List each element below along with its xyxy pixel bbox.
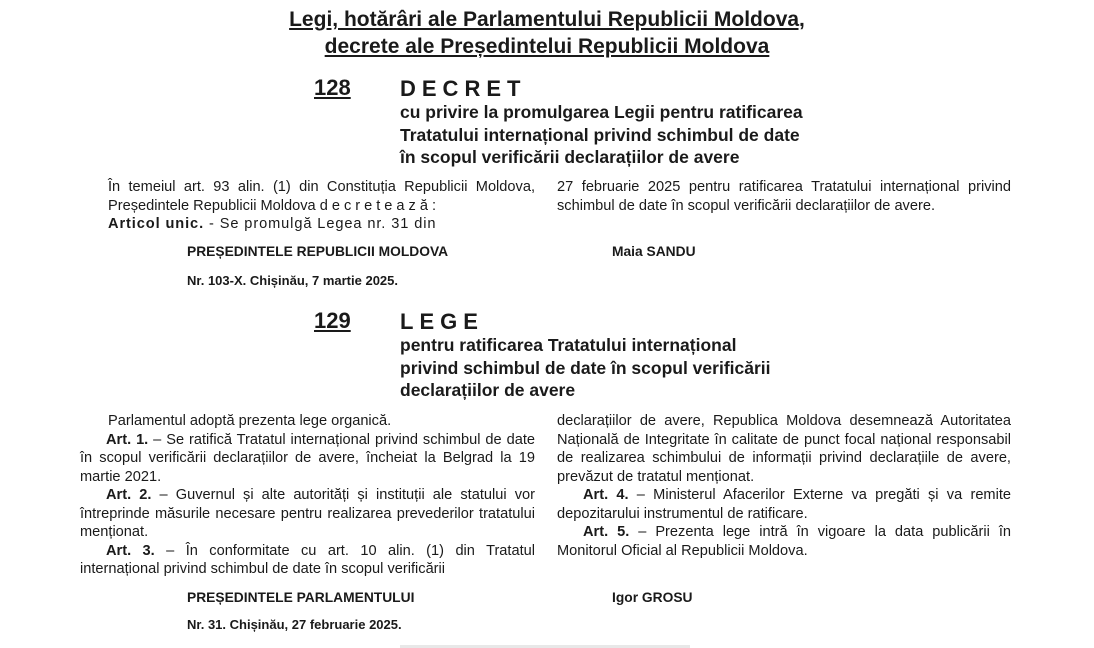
decree-title-line-3: în scopul verificării declarațiilor de avere [400,147,740,167]
law-title-line-1: pentru ratificarea Tratatului internațional [400,335,737,355]
decree-title [400,101,803,169]
decree-signer-name: Maia SANDU [612,244,696,259]
decree-number: 128 [314,75,351,100]
law-title-line-3: declarațiilor de avere [400,380,576,400]
law-article-3: Art. 3. – În conformitate cu art. 10 alin. (1) din Tratatul internațional privind schimbul de date în scopul verificării [80,542,536,577]
law-article-1: Art. 1. – Se ratifică Tratatul internațional privind schimbul de date în scopul verificării declarațiilor de avere, încheiat la Belgrad la 19 martie 2021. [80,431,535,485]
decree-body-right: 27 februarie 2025 pentru ratificarea Tratatului internațional privind schimbul de date în scopul verificării declarațiilor de avere. [557,179,1011,214]
law-article-4: Art. 4. – Ministerul Afacerilor Externe va pregăti și va remite depozitarului instrumentul de ratificare. [557,487,1012,522]
section-header-line-1: Legi, hotărâri ale Parlamentului Republicii Moldova, [289,8,805,31]
law-body-left [80,412,535,579]
law-number: 129 [314,308,351,333]
law-signer-name: Igor GROSU [612,590,693,605]
law-type: LEGE [400,309,484,334]
law-signer-title: PREȘEDINTELE PARLAMENTULUI [187,590,415,605]
law-title-line-2: privind schimbul de date în scopul verificării [400,357,771,378]
decree-signer-title: PREȘEDINTELE REPUBLICII MOLDOVA [187,244,449,259]
decree-preamble: În temeiul art. 93 alin. (1) din Constituția Republicii Moldova, Președintele Republicii Moldova decretează: [108,179,535,214]
law-intro: Parlamentul adoptă prezenta lege organică. [108,413,392,429]
law-reference: Nr. 31. Chișinău, 27 februarie 2025. [187,617,402,632]
law-title [400,334,771,402]
law-article-2: Art. 2. – Guvernul și alte autorități și instituții ale statului vor întreprinde măsurile necesare pentru realizarea prevederilor tratatului menționat. [80,487,535,540]
section-header-line-2: decrete ale Președintelui Republicii Moldova [324,35,770,58]
decree-article-label: Articol unic. [108,216,205,232]
law-article-5: Art. 5. – Prezenta lege intră în vigoare la data publicării în Monitorul Oficial al Republicii Moldova. [557,524,1011,559]
decree-reference: Nr. 103-X. Chișinău, 7 martie 2025. [187,273,398,288]
decree-article: Articol unic. - Se promulgă Legea nr. 31 din [108,216,437,232]
law-body-right [557,412,1011,560]
law-article-3-continued: declarațiilor de avere, Republica Moldova desemnează Autoritatea Națională de Integritate în calitate de punct focal național responsabil de realizarea schimbului de informații privind declarațiile de avere, prevăzut de tratatul menționat. [557,413,1011,485]
decree-type: DECRET [400,76,527,101]
decree-body-left [108,178,535,234]
decree-title-line-1: cu privire la promulgarea Legii pentru ratificarea [400,102,803,122]
decree-title-line-2: Tratatului internațional privind schimbul de date [400,124,800,145]
